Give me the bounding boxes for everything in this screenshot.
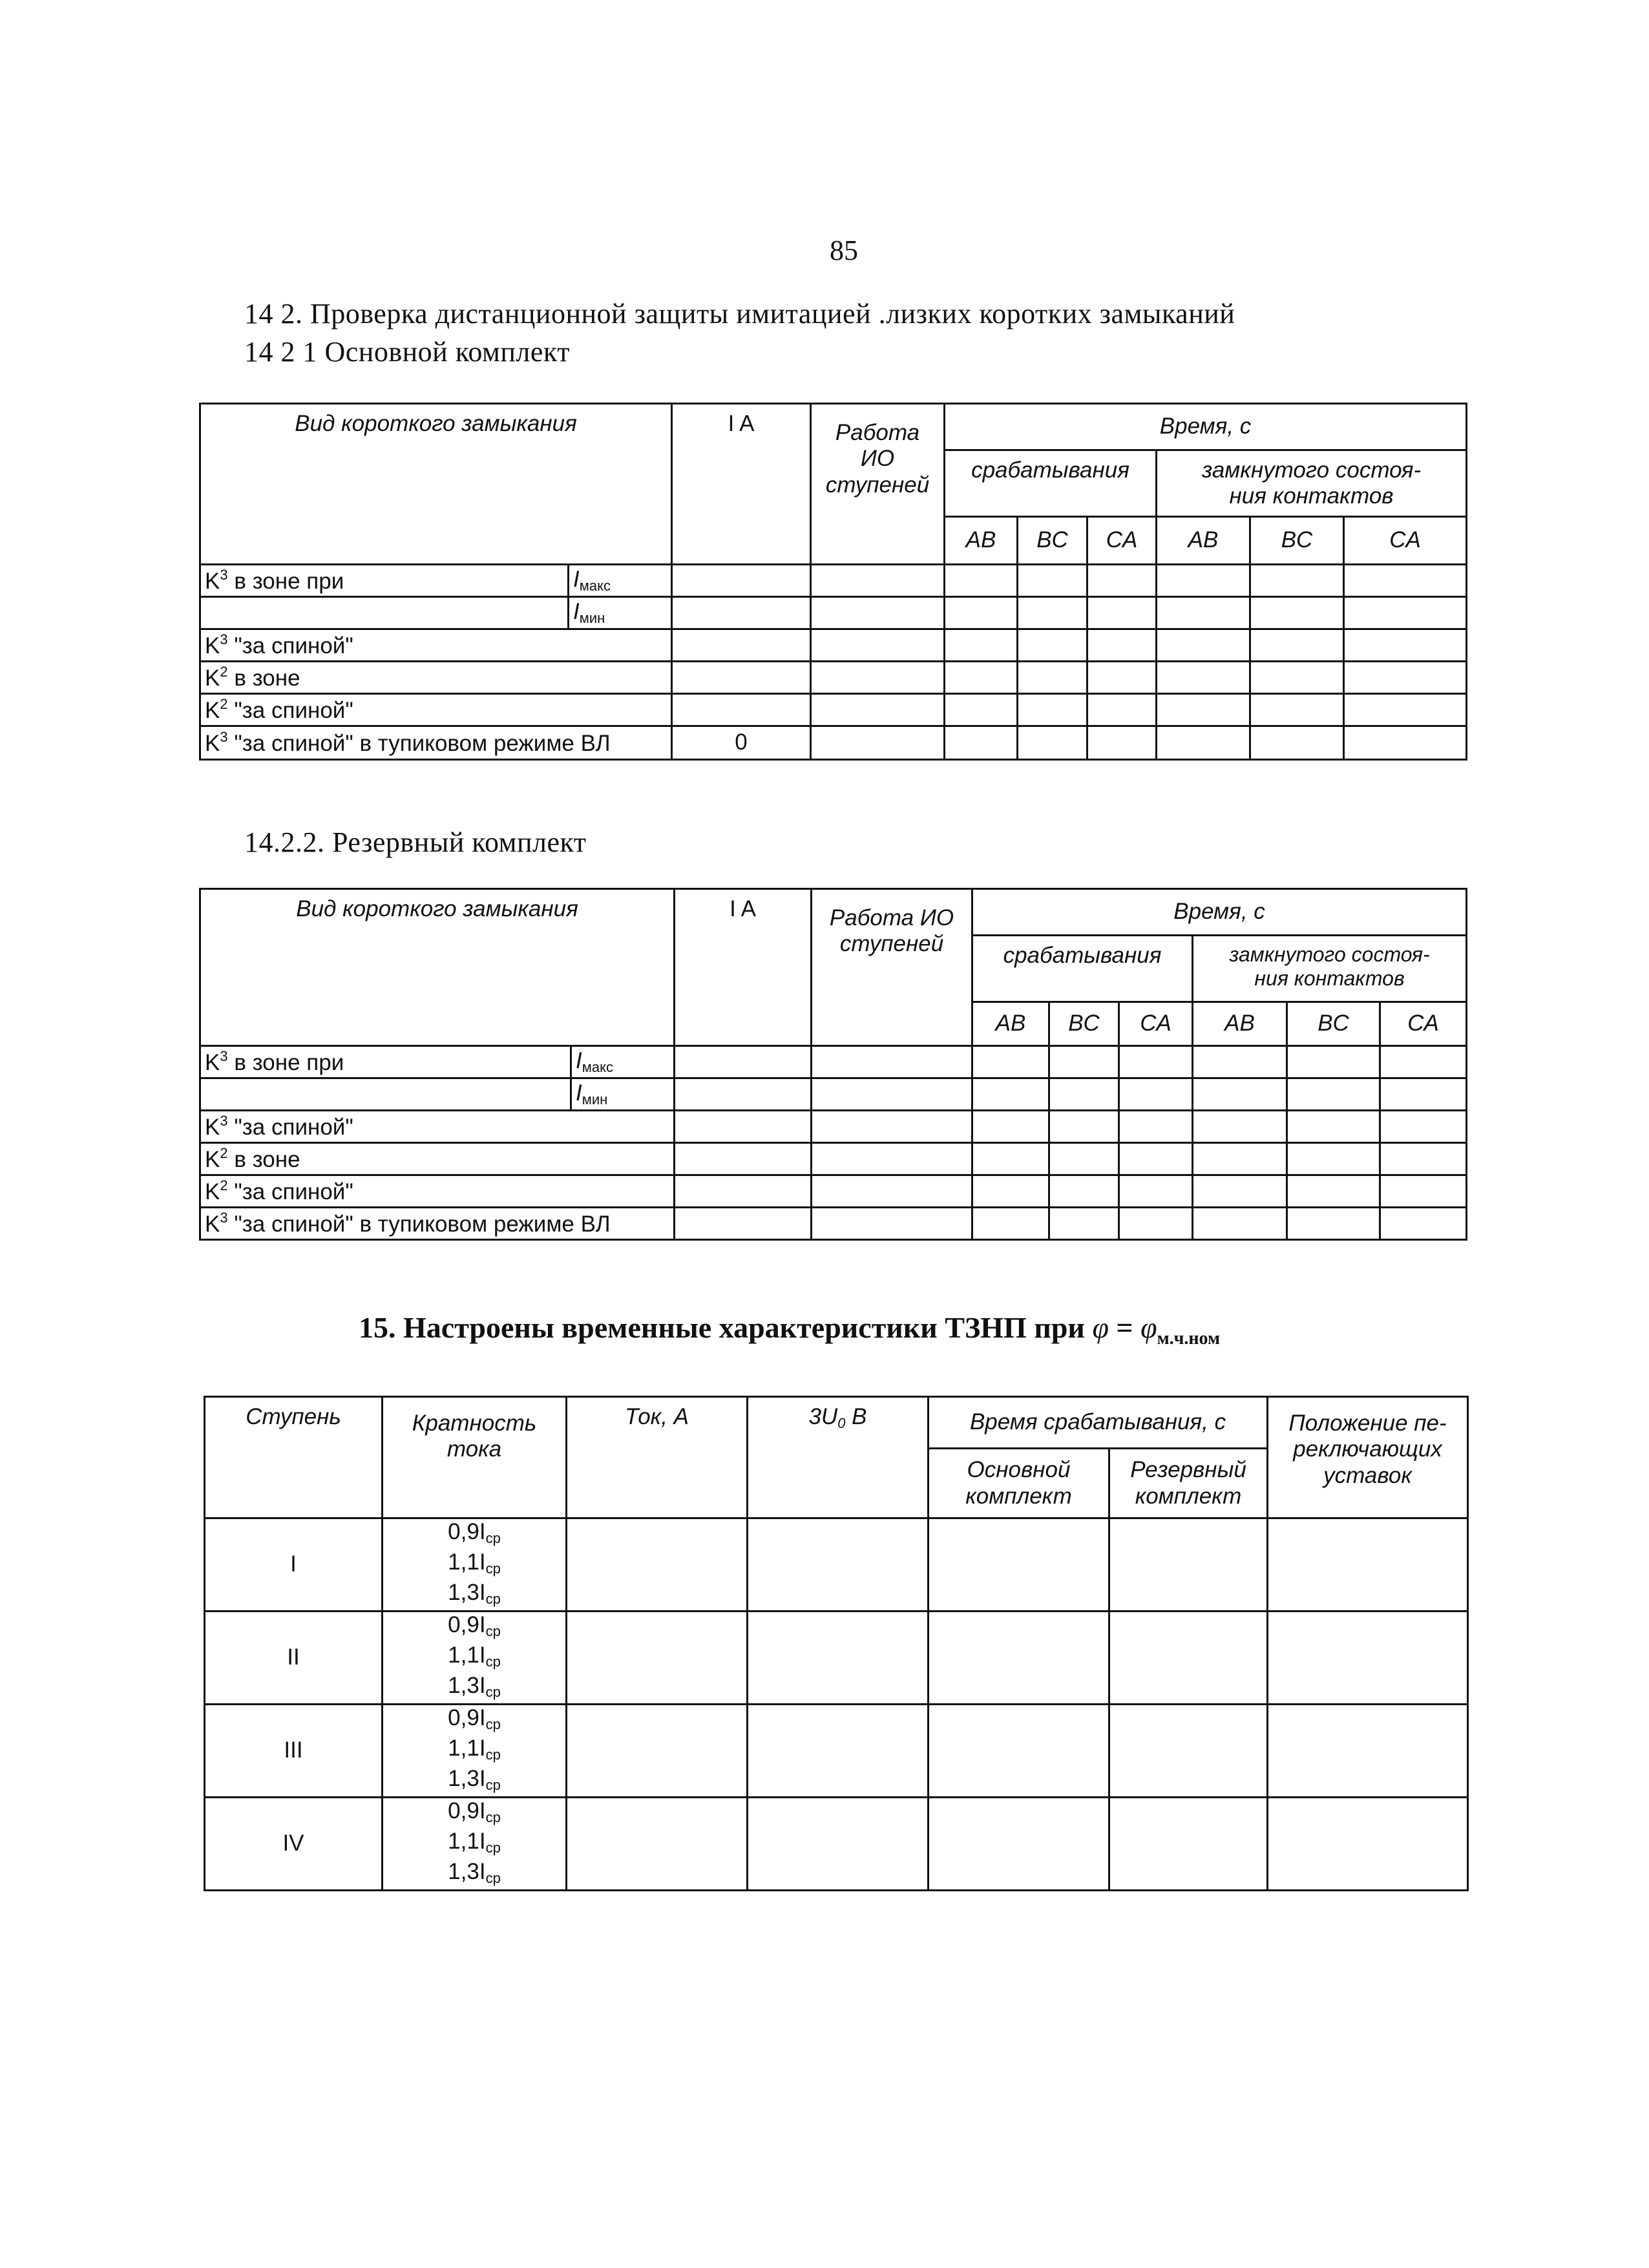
table-row [200, 1046, 1467, 1078]
stage-label: II [205, 1612, 383, 1705]
page-number: 85 [830, 235, 858, 266]
header-current: I A [675, 889, 812, 1046]
heading-14-2-2: 14.2.2. Резервный комплект [244, 826, 587, 858]
row-label-k2-behind: $K^2$ "за спиной" [200, 1175, 675, 1208]
heading-14-2: 14 2. Проверка дистанционной защиты имитацией .лизких коротких замыканий [244, 298, 1235, 330]
phase-header: AB [1193, 1002, 1287, 1046]
section-15-title: 15. Настроены временные характеристики ТЗНП при $\varphi = \varphi_{м.ч.ном}$ [359, 1311, 1221, 1349]
phase-header: CA [1119, 1002, 1193, 1046]
phase-header: BC [1287, 1002, 1380, 1046]
table-row [200, 597, 1467, 629]
row-label-k3-dead-end: $K^3$ "за спиной" в тупиковом режиме ВЛ [200, 726, 672, 760]
phase-header: BC [1018, 517, 1087, 565]
header-trip: срабатывания [945, 450, 1157, 517]
table-tznp [204, 1396, 1469, 1891]
phase-header: CA [1380, 1002, 1467, 1046]
phase-header: AB [1157, 517, 1250, 565]
row-label-k2-behind: $K^2$ "за спиной" [200, 694, 672, 726]
table-reserve-set [199, 888, 1467, 1241]
header-short-circuit-type: Вид короткого замыкания [200, 404, 672, 565]
header-short-circuit-type: Вид короткого замыкания [200, 889, 675, 1046]
row-label-imax: $I_{макс}$ [569, 565, 672, 597]
multiples-cell: $0,9I_{ср}$ $1,1I_{ср}$ $1,3I_{ср}$ [383, 1518, 567, 1612]
row-label-k2-zone: $K^2$ в зоне [200, 1143, 675, 1175]
phase-header: CA [1344, 517, 1467, 565]
row-label-k3-behind: $K^3$ "за спиной" [200, 1111, 675, 1143]
dead-end-current-value: 0 [672, 726, 811, 760]
header-main-set: Основной комплект [929, 1449, 1109, 1518]
multiples-cell: $0,9I_{ср}$ $1,1I_{ср}$ $1,3I_{ср}$ [383, 1705, 567, 1798]
header-closed-contacts: замкнутого состоя- ния контактов [1193, 936, 1467, 1002]
table-row [200, 1111, 1467, 1143]
row-label-imin: $I_{мин}$ [569, 597, 672, 629]
header-time: Время, с [945, 404, 1467, 450]
table-main-set [199, 403, 1467, 761]
phase-header: AB [972, 1002, 1049, 1046]
multiples-cell: $0,9I_{ср}$ $1,1I_{ср}$ $1,3I_{ср}$ [383, 1612, 567, 1705]
header-io-work: Работа ИО ступеней [812, 889, 972, 1046]
header-reserve-set: Резервный комплект [1109, 1449, 1268, 1518]
table-row [205, 1705, 1468, 1798]
table-row [200, 694, 1467, 726]
table-row [200, 1143, 1467, 1175]
phase-header: BC [1250, 517, 1344, 565]
header-time: Время, с [972, 889, 1467, 936]
table-row [205, 1798, 1468, 1891]
phase-header: CA [1087, 517, 1157, 565]
phase-header: AB [945, 517, 1018, 565]
stage-label: I [205, 1518, 383, 1612]
row-label-k3-zone: $K^3$ в зоне при [200, 565, 569, 597]
stage-label: IV [205, 1798, 383, 1891]
header-closed-contacts: замкнутого состоя- ния контактов [1157, 450, 1467, 517]
header-current: Ток, А [567, 1397, 748, 1518]
header-voltage: $3U_0$ B [748, 1397, 929, 1518]
header-trip-time: Время срабатывания, с [929, 1397, 1268, 1449]
table-row [200, 565, 1467, 597]
row-label-k2-zone: $K^2$ в зоне [200, 662, 672, 694]
table-row [200, 662, 1467, 694]
header-multiple: Кратность тока [383, 1397, 567, 1518]
multiples-cell: $0,9I_{ср}$ $1,1I_{ср}$ $1,3I_{ср}$ [383, 1798, 567, 1891]
table-row [200, 1175, 1467, 1208]
row-label-k3-zone: $K^3$ в зоне при [200, 1046, 571, 1078]
stage-label: III [205, 1705, 383, 1798]
phase-header: BC [1049, 1002, 1119, 1046]
header-stage: Ступень [205, 1397, 383, 1518]
table-row [200, 726, 1467, 760]
row-label-imax: $I_{макс}$ [571, 1046, 675, 1078]
header-switch-position: Положение пе- реключающих уставок [1268, 1397, 1468, 1518]
table-row [200, 1208, 1467, 1240]
heading-14-2-1: 14 2 1 Основной комплект [244, 336, 570, 368]
header-current: I A [672, 404, 811, 565]
header-io-work: Работа ИО ступеней [811, 404, 945, 565]
row-label-imin: $I_{мин}$ [571, 1078, 675, 1111]
row-label-k3-behind: $K^3$ "за спиной" [200, 629, 672, 662]
row-label-k3-dead-end: $K^3$ "за спиной" в тупиковом режиме ВЛ [200, 1208, 675, 1240]
table-row [205, 1518, 1468, 1612]
header-trip: срабатывания [972, 936, 1193, 1002]
table-row [200, 629, 1467, 662]
table-row [205, 1612, 1468, 1705]
table-row [200, 1078, 1467, 1111]
